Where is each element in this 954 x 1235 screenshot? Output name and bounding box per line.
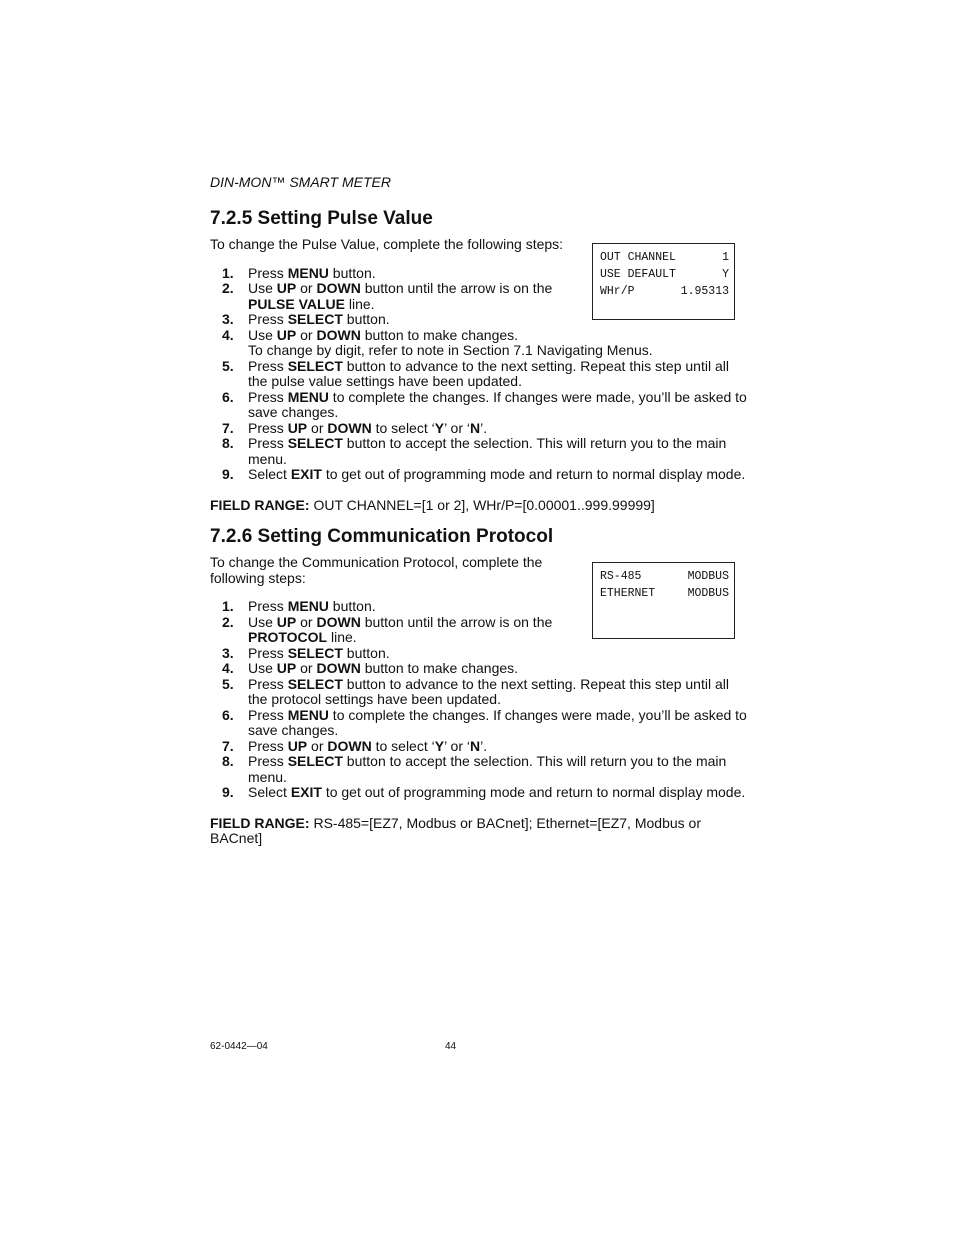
- list-item: 6. Press MENU to complete the changes. If changes were made, you’ll be asked to save changes.: [222, 706, 747, 738]
- list-item: 1. Press MENU button.: [222, 598, 376, 614]
- lcd-row: USE DEFAULT Y: [600, 268, 729, 281]
- list-item: 4. Use UP or DOWN button to make changes.: [222, 660, 519, 676]
- field-range-value: OUT CHANNEL=[1 or 2], WHr/P=[0.00001..999.99999]: [313, 496, 655, 513]
- section-intro: To change the Communication Protocol, complete the following steps:: [210, 554, 543, 586]
- lcd-display-pulse: [592, 243, 735, 320]
- list-item: 3. Press SELECT button.: [222, 311, 390, 327]
- field-range-value: RS-485=[EZ7, Modbus or BACnet]; Ethernet=[EZ7, Modbus or BACnet]: [210, 814, 701, 846]
- field-range-label: FIELD RANGE:: [210, 496, 310, 513]
- list-item: 2. Use UP or DOWN button until the arrow is on the PROTOCOL line.: [222, 613, 553, 645]
- list-item: 5. Press SELECT button to advance to the next setting. Repeat this step until all the pulse value settings have been updated.: [222, 357, 729, 389]
- field-range-label: FIELD RANGE:: [210, 814, 310, 831]
- list-item: 7. Press UP or DOWN to select ‘Y’ or ‘N’.: [222, 737, 488, 754]
- lcd-row: OUT CHANNEL 1: [600, 251, 729, 264]
- document-number: 62-0442—04: [210, 1041, 268, 1052]
- list-item: 8. Press SELECT button to accept the selection. This will return you to the main menu.: [222, 753, 727, 785]
- running-header: DIN-MON™ SMART METER: [210, 174, 391, 190]
- field-range: [210, 816, 750, 847]
- list-item: 9. Select EXIT to get out of programming mode and return to normal display mode.: [222, 466, 746, 482]
- field-range: [210, 498, 750, 514]
- lcd-display-protocol: [592, 562, 735, 639]
- list-item: 5. Press SELECT button to advance to the next setting. Repeat this step until all the protocol settings have been updated.: [222, 675, 729, 707]
- list-item: 3. Press SELECT button.: [222, 644, 390, 661]
- list-item: 2. Use UP or DOWN button until the arrow is on the PULSE VALUE line.: [222, 280, 553, 312]
- section-title: 7.2.5 Setting Pulse Value: [210, 208, 433, 229]
- list-item: 6. Press MENU to complete the changes. If changes were made, you’ll be asked to save changes.: [222, 388, 747, 420]
- page-number: 44: [445, 1041, 457, 1052]
- list-item: 9. Select EXIT to get out of programming mode and return to normal display mode.: [222, 784, 746, 800]
- list-item: 1. Press MENU button.: [222, 264, 376, 281]
- lcd-row: RS-485 MODBUS: [600, 570, 729, 583]
- list-item: 4. Use UP or DOWN button to make changes. To change by digit, refer to note in Section 7.1 Navigating Menus.: [222, 326, 653, 358]
- lcd-row: ETHERNET MODBUS: [600, 587, 729, 600]
- section-intro: To change the Pulse Value, complete the following steps:: [210, 236, 564, 252]
- list-item: 8. Press SELECT button to accept the selection. This will return you to the main menu.: [222, 435, 727, 467]
- section-title: 7.2.6 Setting Communication Protocol: [210, 526, 554, 547]
- list-item: 7. Press UP or DOWN to select ‘Y’ or ‘N’.: [222, 419, 488, 436]
- lcd-row: WHr/P 1.95313: [600, 285, 729, 298]
